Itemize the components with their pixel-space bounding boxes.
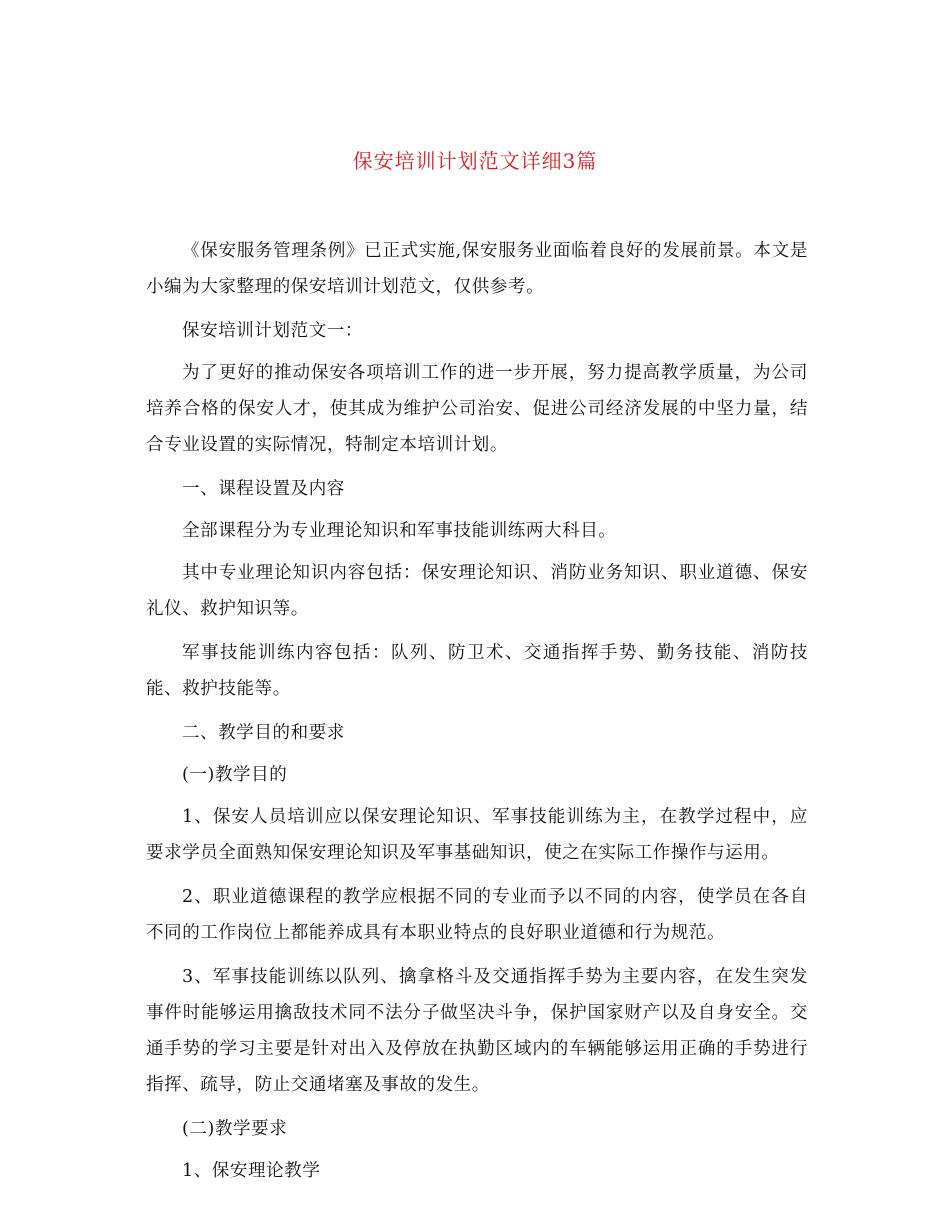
paragraph-intro: 《保安服务管理条例》已正式实施,保安服务业面临着良好的发展前景。本文是小编为大家整理的保安培训计划范文，仅供参考。 xyxy=(146,241,808,297)
subsection-heading-teaching-goals: (一)教学目的 xyxy=(182,765,288,785)
paragraph-course-subjects: 全部课程分为专业理论知识和军事技能训练两大科目。 xyxy=(182,521,617,541)
paragraph-goal-2: 2、职业道德课程的教学应根据不同的专业而予以不同的内容，使学员在各自不同的工作岗位上都能养成具有本职业特点的良好职业道德和行为规范。 xyxy=(146,887,808,943)
paragraph-theory-content: 其中专业理论知识内容包括：保安理论知识、消防业务知识、职业道德、保安礼仪、救护知识等。 xyxy=(146,563,808,619)
paragraph-military-content: 军事技能训练内容包括：队列、防卫术、交通指挥手势、勤务技能、消防技能、救护技能等。 xyxy=(146,643,808,699)
paragraph-requirement-1: 1、保安理论教学 xyxy=(182,1161,321,1181)
document-body xyxy=(146,233,808,1195)
section-heading-courses: 一、课程设置及内容 xyxy=(182,479,345,499)
paragraph-purpose: 为了更好的推动保安各项培训工作的进一步开展，努力提高教学质量，为公司培养合格的保安人才，使其成为维护公司治安、促进公司经济发展的中坚力量，结合专业设置的实际情况，特制定本培训计划。 xyxy=(146,363,808,455)
paragraph-goal-1: 1、保安人员培训应以保安理论知识、军事技能训练为主，在教学过程中，应要求学员全面熟知保安理论知识及军事基础知识，使之在实际工作操作与运用。 xyxy=(146,807,808,863)
section-heading-goals: 二、教学目的和要求 xyxy=(182,723,345,743)
subsection-heading-teaching-requirements: (二)教学要求 xyxy=(182,1119,288,1139)
paragraph-heading-sample-one: 保安培训计划范文一： xyxy=(182,321,363,341)
paragraph-goal-3: 3、军事技能训练以队列、擒拿格斗及交通指挥手势为主要内容，在发生突发事件时能够运用擒敌技术同不法分子做坚决斗争，保护国家财产以及自身安全。交通手势的学习主要是针对出入及停放在执勤区域内的车辆能够运用正确的手势进行指挥、疏导，防止交通堵塞及事故的发生。 xyxy=(146,967,808,1095)
document-title: 保安培训计划范文详细3篇 xyxy=(352,149,598,173)
